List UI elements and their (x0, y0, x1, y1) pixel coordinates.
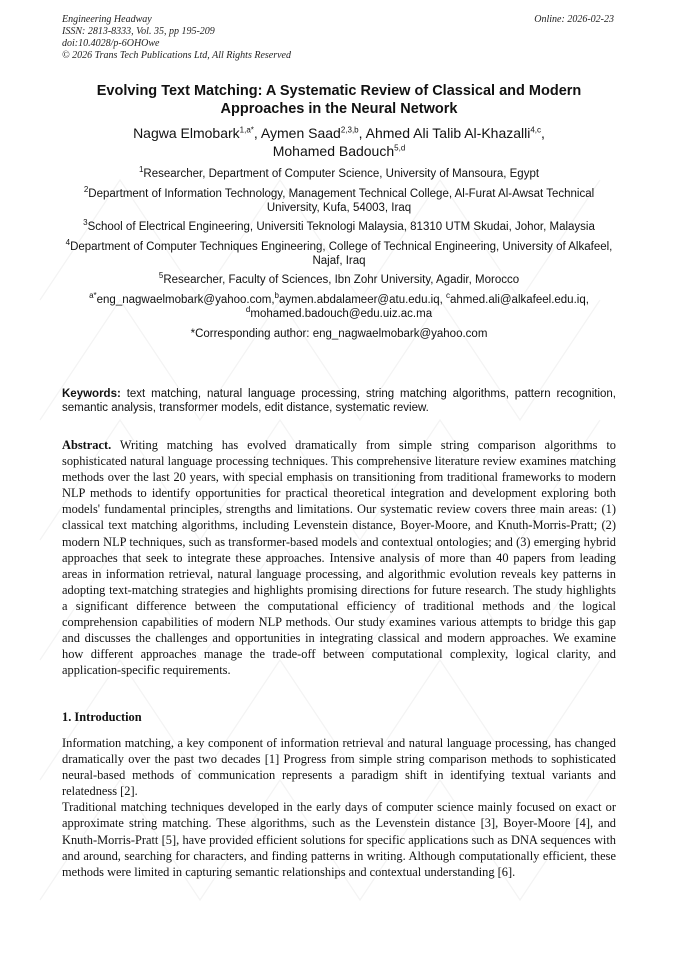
author-name: Aymen Saad (260, 125, 341, 141)
email-list: $^{a*}$eng_nagwaelmobark@yahoo.com,$^b$aymen.abdalameer@atu.edu.iq, $^c$ahmed.ali@alkafeel.edu.iq, $^d$mohamed.badouch@edu.uiz.ac.ma (89, 291, 589, 320)
keywords-text: text matching, natural language processing, string matching algorithms, pattern recognition, semantic analysis, transformer models, edit distance, systematic review. (62, 388, 616, 414)
affiliation-item: $^2$Department of Information Technology, Management Technical College, Al-Furat Al-Awsat Technical University, Kufa, 54003, Iraq (83, 184, 595, 214)
email-link[interactable]: eng_nagwaelmobark@yahoo.com, (96, 293, 275, 306)
author-sup: 4,c (530, 125, 542, 135)
abstract-label: Abstract. (62, 438, 112, 452)
issn-line: ISSN: 2813-8333, Vol. 35, pp 195-209 (62, 26, 215, 37)
email-link[interactable]: mohamed.badouch@edu.uiz.ac.ma (250, 307, 433, 320)
author-sup: 2,3,b (340, 125, 359, 135)
copyright-line: © 2026 Trans Tech Publications Ltd, All Rights Reserved (62, 50, 291, 61)
email-link[interactable]: ahmed.ali@alkafeel.edu.iq, (450, 293, 589, 306)
section-heading: 1. Introduction (62, 710, 142, 724)
author-list: Nagwa Elmobark$^{1,a*}$, Aymen Saad$^{2,3,b}$, Ahmed Ali Talib Al-Khazalli$^{4,c}$, Mohamed Badouch$^{5,d}$ (133, 125, 545, 159)
paragraph: Traditional matching techniques developed in the early days of computer science mainly focused on exact or approximate string matching. These algorithms, such as the Levenstein distance [3], Boyer-Moore [4], and Knuth-Morris-Pratt [5], have provided efficient solutions for specific applications such as DNA sequences with and around, searching for characters, and finding patterns in writing. Although computationally efficient, these methods were limited in capturing semantic relationships and contextual understanding [6]. (62, 800, 616, 879)
author-name: Ahmed Ali Talib Al-Khazalli (365, 125, 531, 141)
abstract-text: Writing matching has evolved dramatically from simple string comparison algorithms to sophisticated natural language processing techniques. This comprehensive literature review examines matching methods over the last 20 years, with special emphasis on transitioning from traditional frameworks to modern NLP methods to identify opportunities for practical theoretical integration and development exploring both models' fundamental principles, strengths and limitations. Our systematic review covers three main areas: (1) classical text matching algorithms, including Levenstein distance, Boyer-Moore, and Knuth-Morris-Pratt; (2) modern NLP techniques, such as transformer-based models and contextual ontologies; and (3) emerging hybrid approaches that seek to integrate these approaches. Intensive analysis of more than 40 papers from leading areas in information retrieval, natural language processing, and algorithmic evolution reveals key patterns in adopting text-matching strategies and highlights promising directions for future research. The study highlights a significant difference between the computational efficiency of traditional methods and the logical comprehension capabilities of modern NLP methods. Our study examines various attempts to bridge this gap and discusses the challenges and opportunities in integrating classical and modern approaches. We examine how different approaches manage the trade-off between computational complexity, logical clarity, and application-specific requirements. (62, 438, 616, 678)
author-name: Mohamed Badouch (272, 143, 395, 159)
affiliations (62, 167, 616, 346)
journal-header (62, 14, 291, 62)
abstract (62, 437, 616, 678)
email-link[interactable]: aymen.abdalameer@atu.edu.iq, (278, 293, 447, 306)
introduction-body (62, 735, 616, 880)
paragraph: Information matching, a key component of information retrieval and natural language processing, has changed dramatically over the past two decades [1] Progress from simple string comparison methods to sophisticated neural-based methods of communication represents a paradigm shift in identifying textual variants and relatedness [2]. (62, 736, 616, 799)
affiliation-item: $^3$School of Electrical Engineering, Universiti Teknologi Malaysia, 81310 UTM Skudai, Johor, Malaysia (83, 218, 595, 234)
corresponding-author: *Corresponding author: eng_nagwaelmobark@yahoo.com (190, 327, 488, 340)
affiliation-item: $^5$Researcher, Faculty of Sciences, Ibn Zohr University, Agadir, Morocco (158, 271, 520, 287)
author-sup: 1,a* (239, 125, 254, 135)
author-name: Nagwa Elmobark (133, 125, 240, 141)
affiliation-item: $^4$Department of Computer Techniques Engineering, College of Technical Engineering, University of Alkafeel, Najaf, Iraq (65, 237, 613, 267)
journal-name: Engineering Headway (62, 14, 152, 25)
online-date: Online: 2026-02-23 (534, 14, 614, 25)
doi-line[interactable]: doi:10.4028/p-6OHOwe (62, 38, 160, 49)
keywords (62, 387, 616, 415)
author-sup: 5,d (394, 143, 406, 153)
paper-title: Evolving Text Matching: A Systematic Review of Classical and Modern Approaches in the Neural Network (96, 83, 582, 117)
affiliation-item: $^1$Researcher, Department of Computer Science, University of Mansoura, Egypt (138, 165, 540, 180)
keywords-label: Keywords: (62, 388, 121, 400)
